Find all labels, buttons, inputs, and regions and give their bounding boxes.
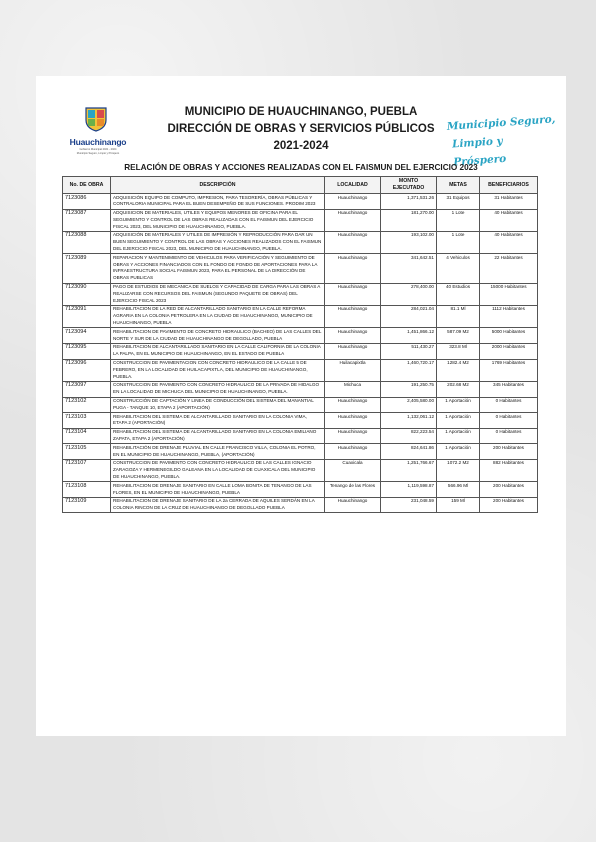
column-header-descripcion: DESCRIPCIÓN (111, 177, 325, 194)
cell-description: CONSTRUCCIÓN DE CAPTACIÓN Y LINEA DE CONDUCCIÓN DEL SISTEMA DEL MANANTIAL PUGA - TANQUE 10, ETAPA 2 (APORTACIÓN) (111, 397, 325, 413)
cell-goals: 40 Estudios (437, 283, 480, 305)
table-row (63, 444, 538, 460)
cell-obra-number: 7123096 (63, 359, 111, 381)
cell-description: ADQUISICION DE MATERIALES, UTILES Y EQUIPOS MENORES DE OFICINA PARA EL SEGUIMIENTO Y CONTROL DE LAS OBRAS REALIZADAS CON EL FAISMUN DEL EJERCICIO FISCAL 2023, DEL MUNICIPIO DE HUAUCHINANGO, PUEBLA. (111, 209, 325, 231)
slogan-line-2: Limpio y Próspero (451, 135, 507, 169)
cell-amount: 1,451,866.12 (381, 328, 437, 344)
cell-amount: 1,251,766.67 (381, 459, 437, 481)
cell-obra-number: 7123088 (63, 231, 111, 253)
cell-locality: Michuca (325, 381, 381, 397)
cell-obra-number: 7123107 (63, 459, 111, 481)
cell-amount: 2,405,580.00 (381, 397, 437, 413)
table-row (63, 254, 538, 283)
table-row (63, 328, 538, 344)
cell-amount: 822,223.54 (381, 428, 437, 444)
column-header-beneficiarios: BENEFICIARIOS (480, 177, 538, 194)
cell-obra-number: 7123104 (63, 428, 111, 444)
cell-obra-number: 7123090 (63, 283, 111, 305)
cell-beneficiaries: 200 Habitantes (480, 444, 538, 460)
cell-obra-number: 7123091 (63, 305, 111, 327)
table-row (63, 209, 538, 231)
cell-goals: 587.09 M2 (437, 328, 480, 344)
cell-locality: Huauchinango (325, 283, 381, 305)
document-subtitle: RELACIÓN DE OBRAS Y ACCIONES REALIZADAS CON EL FAISMUN DEL EJERCICIO 2023 (124, 163, 478, 172)
cell-beneficiaries: 882 Habitantes (480, 459, 538, 481)
cell-description: ADQUISICIÓN EQUIPO DE COMPUTO, IMPRESION, PARA TESORERÍA, OBRAS PÚBLICAS Y CONTRALORIA MUNICIPAL PARA EL BUEN DESEMPEÑO DE SUS FUNCIONES. PRODIM 2023 (111, 194, 325, 210)
cell-goals: 1 Aportación (437, 397, 480, 413)
table-row (63, 397, 538, 413)
cell-amount: 193,102.00 (381, 231, 437, 253)
document-sheet (36, 76, 566, 736)
cell-amount: 1,132,061.12 (381, 413, 437, 429)
cell-amount: 181,270.00 (381, 209, 437, 231)
cell-obra-number: 7123102 (63, 397, 111, 413)
cell-locality: Huauchinango (325, 413, 381, 429)
cell-goals: 1 Aportación (437, 413, 480, 429)
cell-amount: 511,430.27 (381, 343, 437, 359)
column-header-obra: No. DE OBRA (63, 177, 111, 194)
cell-beneficiaries: 0 Habitantes (480, 397, 538, 413)
title-period: 2021-2024 (273, 140, 329, 152)
cell-goals: 31 Equipos (437, 194, 480, 210)
cell-locality: Huauchinango (325, 444, 381, 460)
cell-goals: 4 Vehiculos (437, 254, 480, 283)
cell-beneficiaries: 31 Habitantes (480, 194, 538, 210)
cell-goals: 202.68 M2 (437, 381, 480, 397)
cell-obra-number: 7123108 (63, 482, 111, 498)
cell-locality: Huauchinango (325, 209, 381, 231)
cell-description: CONSTRUCCION DE PAVIMENTACION CON CONCRETO HIDRAULICO DE LA CALLE 5 DE FEBRERO, EN LA LOCALIDAD DE HUILACAPIXTLA, DEL MUNICIPIO DE HUAUCHINANGO, PUEBLA. (111, 359, 325, 381)
cell-description: REHABILITACION DE DRENAJE SANITARIO EN CALLE LOMA BONITA DE TENANGO DE LAS FLORES, EN EL MUNICIPIO DE HUAUCHINANGO, PUEBLA (111, 482, 325, 498)
cell-obra-number: 7123095 (63, 343, 111, 359)
cell-beneficiaries: 5000 Habitantes (480, 328, 538, 344)
column-header-metas: METAS (437, 177, 480, 194)
table-row (63, 305, 538, 327)
cell-description: CONSTRUCCION DE PAVIMENTO CON CONCRETO HIDRAULICO DE LA PRIVADA DE HIDALGO EN LA LOCALIDAD DE MICHUCA DEL MUNICIPIO DE HUAUCHINANGO, PUEBLA. (111, 381, 325, 397)
table-row (63, 283, 538, 305)
table-row (63, 231, 538, 253)
coat-of-arms-icon (84, 106, 108, 132)
table-header-row (63, 177, 538, 194)
cell-locality: Huauchinango (325, 254, 381, 283)
cell-goals: 1 Aportación (437, 444, 480, 460)
cell-description: REHABILITACION DE DRENAJE SANITARIO DE LA 2a CERRADA DE AQUILES SERDÁN EN LA COLONIA RINCON DE LA CRUZ DE HUAUCHINANGO DE DEGOLLADO PUEBLA (111, 497, 325, 513)
cell-amount: 1,460,720.17 (381, 359, 437, 381)
cell-amount: 278,400.00 (381, 283, 437, 305)
cell-beneficiaries: 40 Habitantes (480, 231, 538, 253)
cell-beneficiaries: 22 Habitantes (480, 254, 538, 283)
table-row (63, 194, 538, 210)
table-row (63, 459, 538, 481)
table-row (63, 428, 538, 444)
cell-locality: Tenango de las Flores (325, 482, 381, 498)
cell-obra-number: 7123087 (63, 209, 111, 231)
cell-locality: Huauchinango (325, 328, 381, 344)
works-table (62, 176, 538, 513)
cell-beneficiaries: 0 Habitantes (480, 428, 538, 444)
cell-description: REHABILITACION DEL SISTEMA DE ALCANTARILLADO SANITARIO EN LA COLONIA EMILIANO ZAPATA, ETAPA 2 (APORTACIÓN) (111, 428, 325, 444)
cell-amount: 341,642.51 (381, 254, 437, 283)
cell-locality: Huauchinango (325, 194, 381, 210)
cell-description: CONSTRUCCION DE PAVIMENTO CON CONCRETO HIDRAULICO DE LAS CALLES IGNACIO ZARAGOZA Y HERMENEGILDO GALEANA EN LA LOCALIDAD DE CUAXICALA DEL MUNICIPIO DE HUAUCHINANGO, PUEBLA. (111, 459, 325, 481)
table-row (63, 381, 538, 397)
cell-description: REHABILITACION DE LA RED DE ALCANTARILLADO SANITARIO EN LA CALLE REFORMA AGRARIA EN LA COLONIA PETROLERA EN LA CIUDAD DE HUAUCHINANGO, MUNICIPIO DE HUAUCHINANGO, PUEBLA (111, 305, 325, 327)
cell-amount: 1,371,531.26 (381, 194, 437, 210)
cell-goals: 566.96 Ml (437, 482, 480, 498)
cell-description: REHABILITACIÓN DE DRENAJE PLUVIAL EN CALLE FRANCISCO VILLA, COLONIA EL POTRO, EN EL MUNICIPIO DE HUAUCHINANGO, PUEBLA, (APORTACIÓN) (111, 444, 325, 460)
cell-amount: 824,641.86 (381, 444, 437, 460)
cell-amount: 1,119,598.87 (381, 482, 437, 498)
cell-beneficiaries: 2000 Habitantes (480, 343, 538, 359)
cell-locality: Huauchinango (325, 428, 381, 444)
table-row (63, 359, 538, 381)
cell-obra-number: 7123109 (63, 497, 111, 513)
cell-beneficiaries: 1769 Habitantes (480, 359, 538, 381)
table-row (63, 413, 538, 429)
column-header-monto: MONTO EJECUTADO (381, 177, 437, 194)
cell-description: REHABILITACION DE PAVIMENTO DE CONCRETO HIDRAULICO (BACHEO) DE LAS CALLES DEL NORTE Y SUR DE LA CIUDAD DE HUAUCHINANGO DE DEGOLLADO, PUEBLA (111, 328, 325, 344)
cell-description: REPARACION Y MANTENIMIENTO DE VEHICULOS PARA VERIFICACIÓN Y SEGUIMIENTO DE OBRAS Y ACCIONES FINANCIADOS CON EL FONDO DE FONDO DE APORTACIONES PARA LA INFRAESTRUCTURA SOCIAL FAISMUN 2023, PARA EL PERSONAL DE LA DIRECCIÓN DE OBRAS PUBLICAS (111, 254, 325, 283)
cell-obra-number: 7123089 (63, 254, 111, 283)
cell-description: REHABILITACION DE ALCANTARILLADO SANITARIO EN LA CALLE CALIFORNIA DE LA COLONIA LA PALPA, EN EL MUNICIPIO DE HUAUCHINANGO, EN EL ESTADO DE PUEBLA (111, 343, 325, 359)
cell-obra-number: 7123105 (63, 444, 111, 460)
cell-obra-number: 7123086 (63, 194, 111, 210)
cell-goals: 1072.2 M2 (437, 459, 480, 481)
logo-wordmark: Huauchinango (69, 137, 127, 147)
cell-amount: 191,250.75 (381, 381, 437, 397)
cell-obra-number: 7123094 (63, 328, 111, 344)
cell-beneficiaries: 200 Habitantes (480, 482, 538, 498)
cell-goals: 323.8 Ml (437, 343, 480, 359)
table-row (63, 482, 538, 498)
cell-amount: 231,048.59 (381, 497, 437, 513)
document-header (36, 76, 566, 176)
cell-beneficiaries: 200 Habitantes (480, 497, 538, 513)
cell-locality: Huilacapixtla (325, 359, 381, 381)
cell-description: ADQUISICIÓN DE MATERIALES Y UTILES DE IMPRESIÓN Y REPRODUCCIÓN PARA DAR UN BUEN SEGUIMIENTO Y CONTROL DE LAS OBRAS Y ACCIONES REALIZADOS CON EL FAISMUN DEL EJERCICIO FISCAL 2023, DEL MUNICIPIO DE HUAUCHINANGO, PUEBLA. (111, 231, 325, 253)
cell-description: REHABILITACION DEL SISTEMA DE ALCANTARILLADO SANITARIO EN LA COLONIA VIMA, ETAPA 2 (APORTACIÓN) (111, 413, 325, 429)
municipality-logo (68, 104, 127, 160)
cell-beneficiaries: 40 Habitantes (480, 209, 538, 231)
cell-locality: Huauchinango (325, 343, 381, 359)
cell-locality: Huauchinango (325, 305, 381, 327)
cell-locality: Huauchinango (325, 231, 381, 253)
cell-amount: 284,021.04 (381, 305, 437, 327)
cell-goals: 159 Ml (437, 497, 480, 513)
cell-goals: 1282.4 M2 (437, 359, 480, 381)
title-municipality: MUNICIPIO DE HUAUCHINANGO, PUEBLA (184, 106, 418, 118)
logo-tagline: Municipio Seguro, Limpio y Próspero (76, 152, 120, 155)
cell-locality: Huauchinango (325, 397, 381, 413)
cell-description: PAGO DE ESTUDIOS DE MECANICA DE SUELOS Y CAPACIDAD DE CARGA PARA LAS OBRAS A REALIZARSE CON RECURSOS DEL FAISMUN (SEGUNDO PAQUETE DE OBRAS) DEL EJERCICIO FISCAL 2023 (111, 283, 325, 305)
table-row (63, 497, 538, 513)
table-body (63, 194, 538, 513)
cell-beneficiaries: 15000 Habitantes (480, 283, 538, 305)
column-header-localidad: LOCALIDAD (325, 177, 381, 194)
cell-goals: 1 Lote (437, 231, 480, 253)
cell-goals: 1 Lote (437, 209, 480, 231)
cell-obra-number: 7123103 (63, 413, 111, 429)
cell-goals: 81.1 Ml (437, 305, 480, 327)
cell-beneficiaries: 0 Habitantes (480, 413, 538, 429)
title-department: DIRECCIÓN DE OBRAS Y SERVICIOS PÚBLICOS (167, 123, 435, 135)
cell-goals: 1 Aportación (437, 428, 480, 444)
cell-locality: Huauchinango (325, 497, 381, 513)
slogan-line-1: Municipio Seguro, (446, 113, 556, 133)
header-titles (151, 104, 451, 155)
logo-subtext: Gobierno Municipal 2021 - 2024 (79, 148, 117, 151)
cell-beneficiaries: 345 Habitantes (480, 381, 538, 397)
cell-locality: Cuaxicala (325, 459, 381, 481)
cell-obra-number: 7123097 (63, 381, 111, 397)
cell-beneficiaries: 1112 Habitantes (480, 305, 538, 327)
table-row (63, 343, 538, 359)
